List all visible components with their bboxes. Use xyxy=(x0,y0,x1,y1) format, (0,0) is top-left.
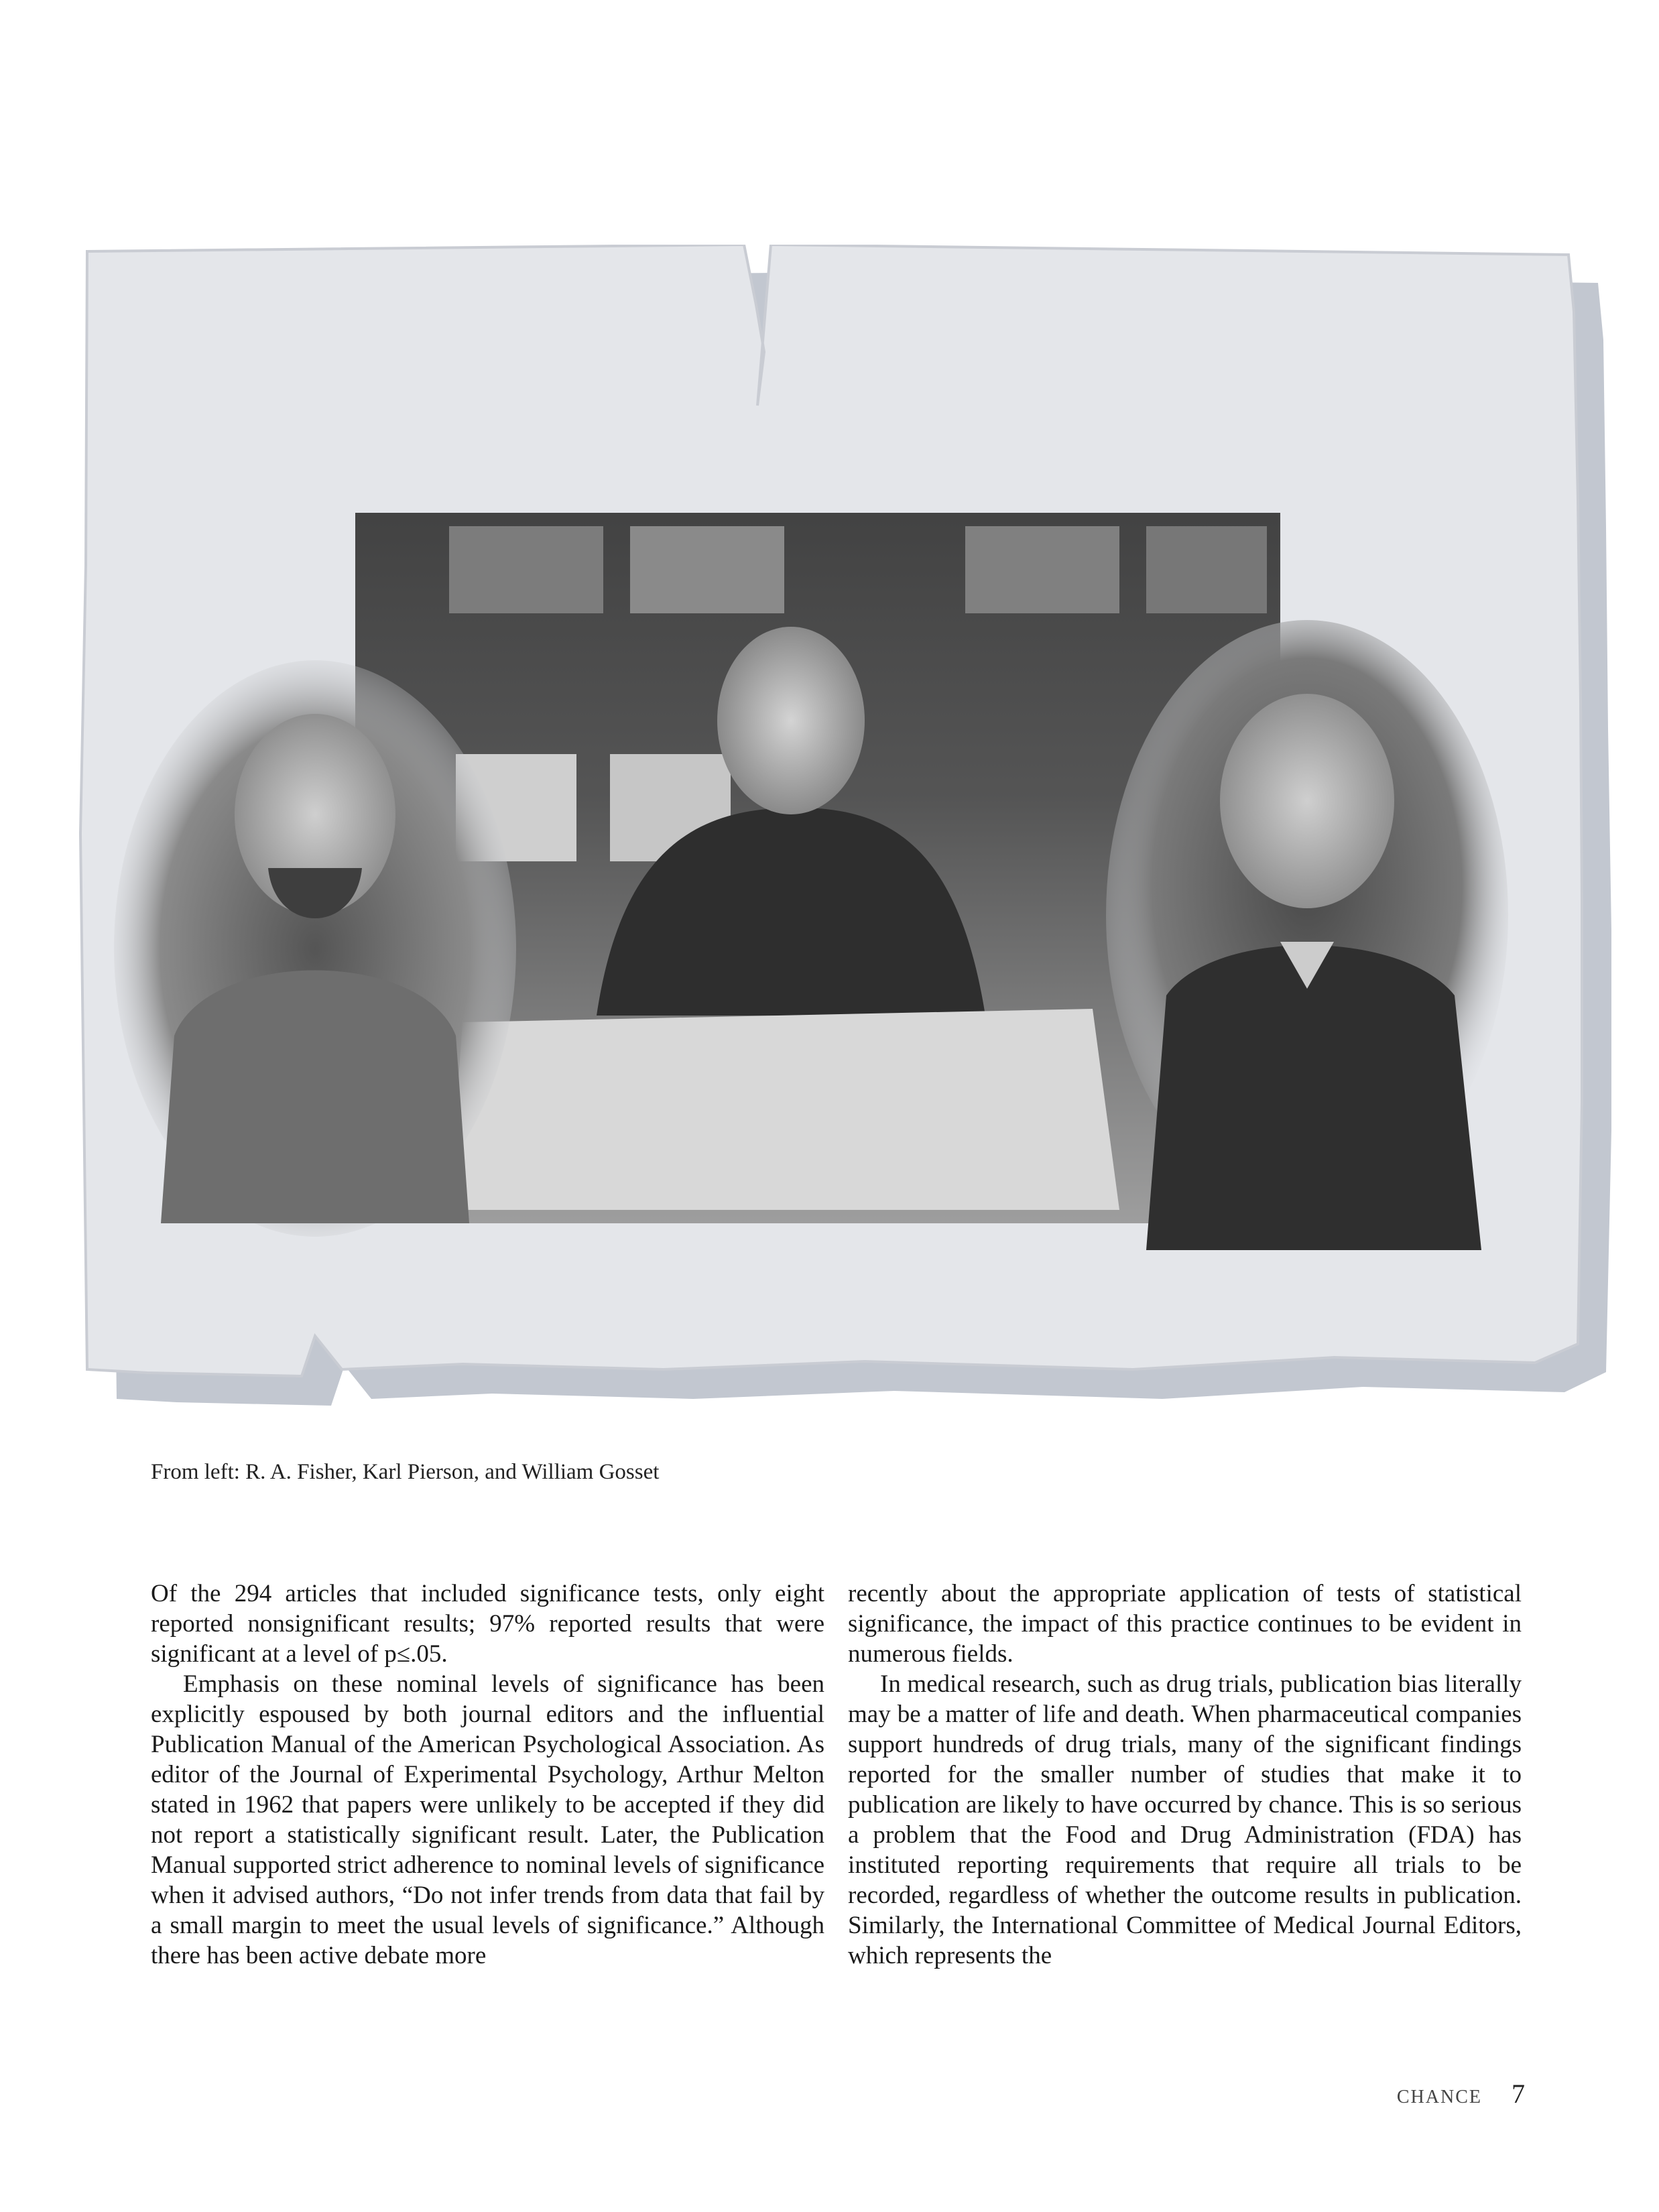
r-a-fisher-photo xyxy=(114,660,516,1237)
paragraph: recently about the appropriate application of tests of statistical significance, the impact of this practice continues to be evident in numerous fields. xyxy=(848,1580,1522,1668)
paragraph: In medical research, such as drug trials, publication bias literally may be a matter of life and death. When pharmaceutical companies support hundreds of drug trials, many of the significant findings reported for the smaller number of studies that make it to publication are likely to have occurred by chance. This is so serious a problem that the Food and Drug Administration (FDA) has instituted reporting requirements that require all trials to be recorded, regardless of whether the outcome results in publication. Similarly, the International Committee of Medical Journal Editors, which represents the xyxy=(848,1670,1522,1969)
page-number: 7 xyxy=(1512,2079,1525,2109)
torn-paper-photo xyxy=(74,245,1615,1438)
page-footer xyxy=(1397,2078,1525,2109)
article-column-right xyxy=(848,1579,1522,1971)
photo-figure xyxy=(74,245,1615,1438)
paragraph: Of the 294 articles that included significance tests, only eight reported nonsignificant results; 97% reported results that were significant at a level of p≤.05. xyxy=(151,1580,824,1668)
william-gosset-photo xyxy=(1106,620,1508,1250)
article-column-left xyxy=(151,1579,824,1971)
paragraph: Emphasis on these nominal levels of significance has been explicitly espoused by both journal editors and the influential Publication Manual of the American Psychological Association. As editor of the Journal of Experimental Psychology, Arthur Melton stated in 1962 that papers were unlikely to be accepted if they did not report a statistically significant result. Later, the Publication Manual supported strict adherence to nominal levels of significance when it advised authors, “Do not infer trends from data that fail by a small margin to meet the usual levels of significance.” Although there has been active debate more xyxy=(151,1670,824,1969)
figure-caption: From left: R. A. Fisher, Karl Pierson, and William Gosset xyxy=(151,1460,660,1484)
magazine-name: CHANCE xyxy=(1396,2087,1482,2107)
